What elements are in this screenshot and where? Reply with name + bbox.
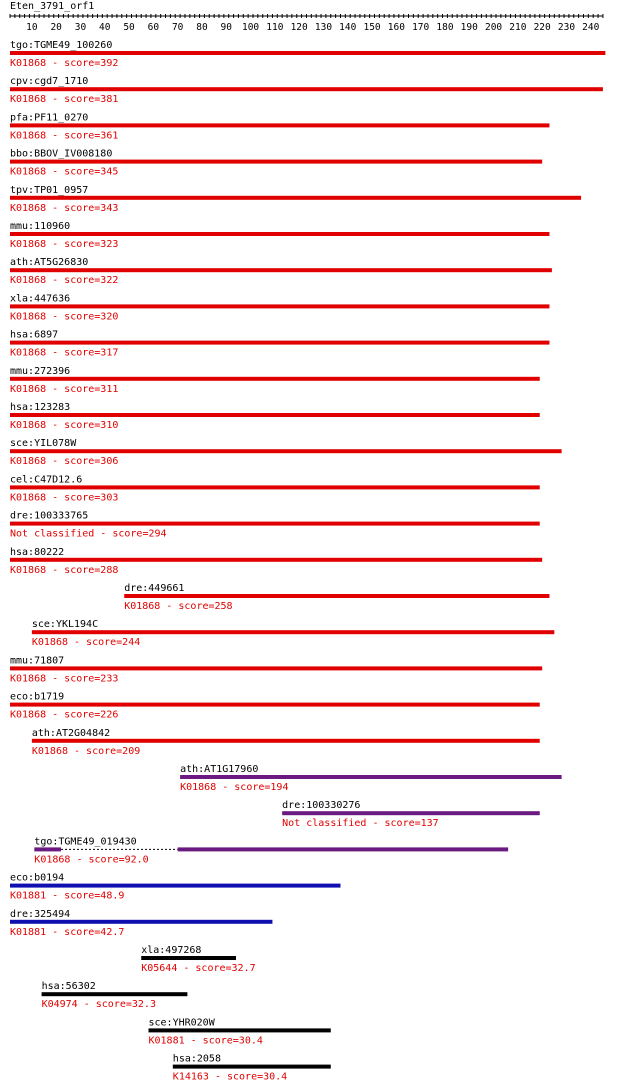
hit-alignment-bar[interactable] bbox=[180, 775, 562, 779]
hit-gene-link[interactable]: tgo:TGME49_019430 bbox=[34, 836, 137, 848]
hit-alignment-bar[interactable] bbox=[149, 1028, 331, 1032]
ruler-tick-label: 140 bbox=[339, 22, 357, 33]
ruler-tick-label: 50 bbox=[123, 22, 135, 33]
hit-row[interactable] bbox=[10, 221, 549, 250]
hit-gene-link[interactable]: ath:AT2G04842 bbox=[31, 727, 111, 739]
hit-ko-score-link[interactable]: K01868 - score=311 bbox=[10, 383, 119, 395]
hit-ko-score-link[interactable]: K01868 - score=320 bbox=[10, 311, 119, 323]
hit-gene-link[interactable]: eco:b0194 bbox=[10, 872, 65, 884]
hit-row[interactable] bbox=[10, 293, 549, 322]
hit-gene-link[interactable]: hsa:2058 bbox=[172, 1053, 221, 1065]
hit-gene-link[interactable]: hsa:123283 bbox=[10, 402, 71, 413]
hit-alignment-bar[interactable] bbox=[282, 811, 540, 815]
hit-alignment-bar[interactable] bbox=[10, 232, 549, 236]
hit-alignment-bar[interactable] bbox=[10, 377, 540, 381]
ruler-tick-label: 230 bbox=[557, 22, 576, 33]
hit-gene-link[interactable]: cel:C47D12.6 bbox=[10, 474, 83, 486]
hit-alignment-bar[interactable] bbox=[10, 485, 540, 489]
hit-row[interactable] bbox=[34, 836, 508, 865]
hit-gene-link[interactable]: tgo:TGME49_100260 bbox=[10, 40, 113, 51]
hit-alignment-bar[interactable] bbox=[173, 1065, 331, 1069]
ruler-tick-label: 70 bbox=[171, 22, 184, 33]
ruler-tick-label: 160 bbox=[387, 22, 405, 33]
hit-alignment-bar[interactable] bbox=[10, 522, 540, 526]
ruler-tick-label: 190 bbox=[460, 22, 478, 33]
hit-list bbox=[10, 40, 605, 1083]
hit-gene-link[interactable]: mmu:71807 bbox=[10, 655, 65, 667]
ruler-tick-label: 220 bbox=[533, 22, 551, 33]
hit-ko-score-link[interactable]: K01868 - score=194 bbox=[180, 782, 289, 793]
ruler-tick-label: 10 bbox=[26, 22, 38, 33]
hit-ko-score-link[interactable]: K01868 - score=310 bbox=[10, 420, 119, 431]
hit-ko-score-link[interactable]: Not classified - score=137 bbox=[282, 818, 439, 830]
hit-ko-score-link[interactable]: K01881 - score=30.4 bbox=[148, 1035, 263, 1047]
hit-ko-score-link[interactable]: Not classified - score=294 bbox=[10, 528, 167, 540]
hit-ko-score-link[interactable]: K01868 - score=209 bbox=[31, 745, 141, 757]
ruler-tick-label: 240 bbox=[582, 22, 600, 33]
hit-gene-link[interactable]: sce:YIL078W bbox=[10, 438, 77, 450]
hit-ko-score-link[interactable]: K01868 - score=258 bbox=[124, 601, 233, 612]
hit-row[interactable] bbox=[180, 764, 562, 793]
hit-ko-score-link[interactable]: K01868 - score=381 bbox=[10, 94, 119, 106]
hit-alignment-bar[interactable] bbox=[10, 449, 562, 453]
ruler-tick-label: 170 bbox=[412, 22, 430, 33]
hit-row[interactable] bbox=[10, 112, 549, 141]
hit-gene-link[interactable]: tpv:TP01_0957 bbox=[10, 184, 89, 196]
hit-alignment-bar[interactable] bbox=[10, 884, 340, 888]
hit-row[interactable] bbox=[10, 149, 542, 178]
hit-row[interactable] bbox=[10, 366, 540, 395]
hit-row[interactable] bbox=[282, 800, 540, 829]
ruler-tick-label: 60 bbox=[147, 22, 160, 33]
hit-alignment-bar[interactable] bbox=[141, 956, 236, 960]
hit-gene-link[interactable]: eco:b1719 bbox=[10, 691, 65, 703]
hit-gene-link[interactable]: sce:YKL194C bbox=[31, 619, 99, 631]
hit-alignment-bar[interactable] bbox=[10, 160, 542, 164]
hit-row[interactable] bbox=[10, 40, 605, 69]
hit-gene-link[interactable]: dre:449661 bbox=[124, 583, 185, 594]
hit-ko-score-link[interactable]: K14163 - score=30.4 bbox=[172, 1071, 288, 1083]
hit-gene-link[interactable]: xla:447636 bbox=[10, 293, 71, 305]
hit-alignment-bar[interactable] bbox=[10, 558, 542, 562]
hit-row[interactable] bbox=[10, 438, 562, 467]
hit-ko-score-link[interactable]: K05644 - score=32.7 bbox=[141, 963, 256, 974]
hit-row[interactable] bbox=[10, 655, 542, 684]
hit-row[interactable] bbox=[10, 257, 552, 286]
position-ruler bbox=[10, 14, 603, 33]
hit-gene-link[interactable]: bbo:BBOV_IV008180 bbox=[10, 148, 113, 160]
ruler-tick-label: 80 bbox=[196, 22, 208, 33]
hit-alignment-bar[interactable] bbox=[10, 123, 549, 127]
hit-row[interactable] bbox=[141, 945, 255, 974]
hit-ko-score-link[interactable]: K01868 - score=317 bbox=[10, 347, 119, 359]
hit-alignment-bar[interactable] bbox=[10, 268, 552, 272]
hit-gene-link[interactable]: hsa:56302 bbox=[41, 981, 96, 993]
hit-row[interactable] bbox=[124, 583, 549, 612]
hit-row[interactable] bbox=[32, 728, 540, 757]
hit-row[interactable] bbox=[10, 692, 540, 721]
hit-row[interactable] bbox=[10, 330, 549, 359]
ruler-tick-label: 130 bbox=[314, 22, 333, 33]
hit-row[interactable] bbox=[173, 1054, 331, 1083]
hit-ko-score-link[interactable]: K04974 - score=32.3 bbox=[41, 999, 156, 1011]
hit-ko-score-link[interactable]: K01868 - score=361 bbox=[10, 130, 119, 142]
hit-gene-link[interactable]: sce:YHR020W bbox=[148, 1017, 215, 1029]
hit-gene-link[interactable]: mmu:110960 bbox=[10, 221, 71, 232]
hit-alignment-bar[interactable] bbox=[32, 630, 554, 634]
hit-ko-score-link[interactable]: K01881 - score=48.9 bbox=[10, 890, 125, 902]
ruler-tick-label: 210 bbox=[509, 22, 527, 33]
hit-gene-link[interactable]: mmu:272396 bbox=[10, 365, 71, 377]
hit-alignment-bar[interactable] bbox=[42, 992, 188, 996]
hit-row[interactable] bbox=[10, 511, 540, 540]
hit-gene-link[interactable]: hsa:6897 bbox=[10, 329, 59, 341]
ruler-tick-label: 200 bbox=[484, 22, 503, 33]
hit-alignment-bar[interactable] bbox=[10, 304, 549, 308]
hit-gene-link[interactable]: dre:325494 bbox=[10, 908, 71, 920]
hit-row[interactable] bbox=[10, 402, 540, 431]
hit-ko-score-link[interactable]: K01868 - score=306 bbox=[10, 456, 119, 468]
hit-row[interactable] bbox=[10, 873, 340, 902]
hit-row[interactable] bbox=[10, 474, 540, 503]
hit-gene-link[interactable]: cpv:cgd7_1710 bbox=[10, 76, 89, 88]
hit-alignment-bar[interactable] bbox=[178, 847, 508, 851]
hit-alignment-bar[interactable] bbox=[10, 920, 272, 924]
hit-row[interactable] bbox=[42, 981, 188, 1010]
hit-ko-score-link[interactable]: K01868 - score=303 bbox=[10, 492, 119, 504]
hit-row[interactable] bbox=[10, 185, 581, 214]
hit-ko-score-link[interactable]: K01868 - score=343 bbox=[10, 202, 119, 214]
ruler-tick-label: 20 bbox=[50, 22, 62, 33]
hit-ko-score-link[interactable]: K01868 - score=226 bbox=[10, 709, 119, 721]
ruler-tick-label: 150 bbox=[363, 22, 381, 33]
hit-row[interactable] bbox=[10, 547, 542, 576]
hit-row[interactable] bbox=[149, 1017, 331, 1046]
hit-alignment-bar[interactable] bbox=[10, 413, 540, 417]
ruler-tick-label: 90 bbox=[220, 22, 232, 33]
ruler-tick-label: 100 bbox=[241, 22, 260, 33]
hit-alignment-bar[interactable] bbox=[10, 666, 542, 670]
ruler-tick-label: 30 bbox=[74, 22, 87, 33]
ruler-tick-label: 180 bbox=[436, 22, 454, 33]
hit-ko-score-link[interactable]: K01868 - score=392 bbox=[10, 58, 119, 69]
hit-ko-score-link[interactable]: K01881 - score=42.7 bbox=[10, 926, 125, 938]
hit-alignment-bar[interactable] bbox=[10, 51, 605, 55]
hit-row[interactable] bbox=[32, 619, 554, 648]
hit-row[interactable] bbox=[10, 76, 603, 105]
hit-ko-score-link[interactable]: K01868 - score=244 bbox=[31, 637, 141, 649]
ruler-tick-label: 40 bbox=[99, 22, 111, 33]
hit-ko-score-link[interactable]: K01868 - score=323 bbox=[10, 239, 119, 250]
query-title: Eten_3791_orf1 bbox=[10, 1, 95, 12]
hit-alignment-bar[interactable] bbox=[10, 703, 540, 707]
hit-alignment-bar[interactable] bbox=[32, 739, 540, 743]
hit-row[interactable] bbox=[10, 909, 272, 938]
hit-ko-score-link[interactable]: K01868 - score=92.0 bbox=[34, 854, 149, 866]
hit-gene-link[interactable]: pfa:PF11_0270 bbox=[10, 112, 89, 124]
hit-alignment-bar[interactable] bbox=[10, 196, 581, 200]
hit-gene-link[interactable]: xla:497268 bbox=[141, 945, 202, 956]
ruler-tick-label: 110 bbox=[266, 22, 284, 33]
hit-gene-link[interactable]: hsa:80222 bbox=[10, 546, 65, 558]
hit-alignment-bar[interactable] bbox=[10, 87, 603, 91]
hit-alignment-bar[interactable] bbox=[10, 341, 549, 345]
hit-gene-link[interactable]: ath:AT1G17960 bbox=[180, 764, 259, 775]
hit-ko-score-link[interactable]: K01868 - score=288 bbox=[10, 564, 119, 576]
hit-gene-link[interactable]: dre:100333765 bbox=[10, 510, 89, 522]
hit-ko-score-link[interactable]: K01868 - score=322 bbox=[10, 275, 119, 287]
hit-alignment-bar[interactable] bbox=[124, 594, 549, 598]
hit-gene-link[interactable]: dre:100330276 bbox=[282, 800, 361, 812]
hit-ko-score-link[interactable]: K01868 - score=233 bbox=[10, 673, 119, 685]
hit-alignment-bar[interactable] bbox=[34, 847, 61, 851]
hit-ko-score-link[interactable]: K01868 - score=345 bbox=[10, 166, 119, 178]
hit-gene-link[interactable]: ath:AT5G26830 bbox=[10, 257, 89, 269]
ruler-tick-label: 120 bbox=[290, 22, 308, 33]
